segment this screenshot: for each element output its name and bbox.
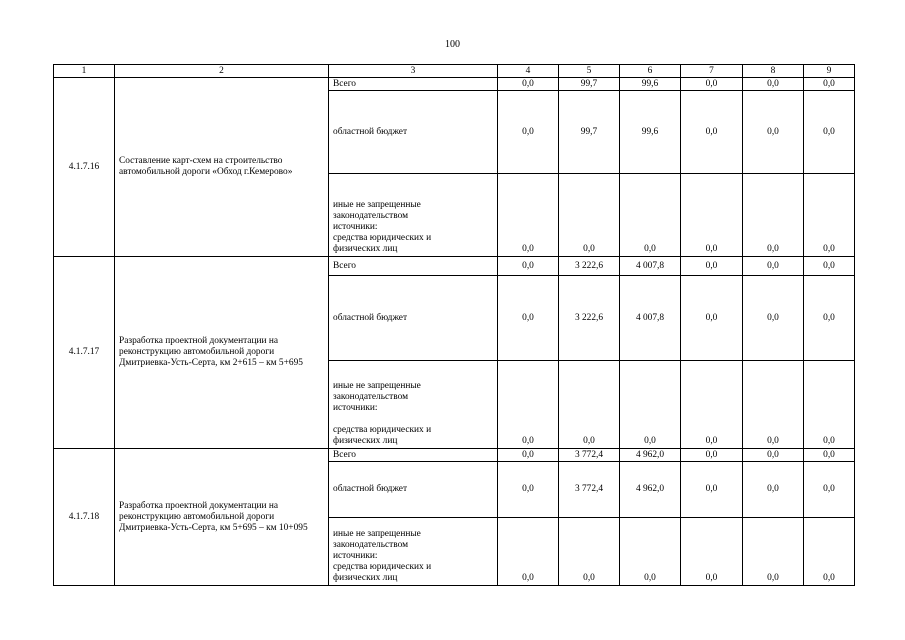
source-label-line: средства юридических и: [333, 562, 432, 572]
source-label-line: иные не запрещенные: [333, 529, 421, 539]
value-cell: 0,0: [804, 462, 855, 518]
column-number: 7: [681, 65, 743, 78]
value-cell: 0,0: [804, 78, 855, 91]
source-label: [329, 361, 498, 449]
value-cell: 0,0: [681, 78, 743, 91]
value-cell: 3 222,6: [559, 257, 620, 276]
item-name: Составление карт-схем на строительство автомобильной дороги «Обход г.Кемерово»: [115, 78, 329, 257]
column-number: 8: [743, 65, 804, 78]
source-label-line: иные не запрещенные: [333, 200, 421, 210]
value-cell: 0,0: [804, 91, 855, 174]
value-cell: 0,0: [498, 276, 559, 361]
column-number: 3: [329, 65, 498, 78]
value-cell: 0,0: [559, 361, 620, 449]
source-label-spacer: [333, 414, 493, 425]
source-label: Всего: [329, 449, 498, 462]
source-label-line: средства юридических и: [333, 425, 432, 435]
value-cell: 0,0: [804, 361, 855, 449]
value-cell: 0,0: [804, 257, 855, 276]
column-number: 4: [498, 65, 559, 78]
value-cell: 0,0: [498, 518, 559, 586]
value-cell: 0,0: [743, 462, 804, 518]
column-number: 2: [115, 65, 329, 78]
value-cell: 0,0: [681, 361, 743, 449]
value-cell: 0,0: [498, 449, 559, 462]
value-cell: 0,0: [498, 462, 559, 518]
source-label: Всего: [329, 257, 498, 276]
page-number: 100: [445, 39, 460, 50]
source-label-line: источники:: [333, 222, 378, 232]
value-cell: 0,0: [681, 518, 743, 586]
value-cell: 0,0: [620, 361, 681, 449]
source-label: областной бюджет: [329, 91, 498, 174]
value-cell: 0,0: [804, 174, 855, 257]
table-row: [54, 449, 855, 462]
value-cell: 0,0: [498, 174, 559, 257]
source-label-line: законодательством: [333, 540, 409, 550]
value-cell: 0,0: [743, 449, 804, 462]
item-code: 4.1.7.18: [54, 449, 115, 586]
source-label-line: законодательством: [333, 211, 409, 221]
value-cell: 0,0: [681, 276, 743, 361]
source-label-line: источники:: [333, 551, 378, 561]
table-row: [54, 78, 855, 91]
column-number: 6: [620, 65, 681, 78]
value-cell: 99,7: [559, 91, 620, 174]
value-cell: 99,6: [620, 91, 681, 174]
column-number: 1: [54, 65, 115, 78]
value-cell: 99,6: [620, 78, 681, 91]
source-label-line: иные не запрещенные: [333, 381, 421, 391]
value-cell: 0,0: [743, 276, 804, 361]
column-number-row: [54, 65, 855, 78]
value-cell: 0,0: [620, 174, 681, 257]
value-cell: 0,0: [743, 91, 804, 174]
source-label-line: законодательством: [333, 392, 409, 402]
value-cell: 0,0: [559, 518, 620, 586]
value-cell: 4 962,0: [620, 462, 681, 518]
value-cell: 4 007,8: [620, 276, 681, 361]
column-number: 9: [804, 65, 855, 78]
value-cell: 0,0: [681, 449, 743, 462]
budget-table: [53, 64, 855, 586]
value-cell: 99,7: [559, 78, 620, 91]
source-label-line: источники:: [333, 403, 378, 413]
source-label-line: физических лиц: [333, 244, 398, 254]
value-cell: 0,0: [681, 174, 743, 257]
value-cell: 3 772,4: [559, 462, 620, 518]
value-cell: 0,0: [804, 449, 855, 462]
source-label: [329, 518, 498, 586]
value-cell: 4 962,0: [620, 449, 681, 462]
value-cell: 0,0: [804, 276, 855, 361]
value-cell: 3 772,4: [559, 449, 620, 462]
value-cell: 0,0: [620, 518, 681, 586]
source-label: областной бюджет: [329, 276, 498, 361]
item-name: Разработка проектной документации на реконструкцию автомобильной дороги Дмитриевка-Усть-Серта, км 2+615 – км 5+695: [115, 257, 329, 449]
source-label: Всего: [329, 78, 498, 91]
value-cell: 0,0: [498, 91, 559, 174]
value-cell: 0,0: [681, 91, 743, 174]
value-cell: 0,0: [743, 257, 804, 276]
value-cell: 3 222,6: [559, 276, 620, 361]
source-label: [329, 174, 498, 257]
value-cell: 0,0: [498, 361, 559, 449]
value-cell: 0,0: [743, 78, 804, 91]
value-cell: 0,0: [681, 257, 743, 276]
value-cell: 0,0: [498, 78, 559, 91]
item-name: Разработка проектной документации на реконструкцию автомобильной дороги Дмитриевка-Усть-Серта, км 5+695 – км 10+095: [115, 449, 329, 586]
value-cell: 0,0: [804, 518, 855, 586]
source-label-line: физических лиц: [333, 436, 398, 446]
value-cell: 4 007,8: [620, 257, 681, 276]
value-cell: 0,0: [498, 257, 559, 276]
item-code: 4.1.7.16: [54, 78, 115, 257]
table-row: [54, 257, 855, 276]
source-label-line: физических лиц: [333, 573, 398, 583]
source-label-line: средства юридических и: [333, 233, 432, 243]
value-cell: 0,0: [743, 361, 804, 449]
value-cell: 0,0: [559, 174, 620, 257]
item-code: 4.1.7.17: [54, 257, 115, 449]
source-label: областной бюджет: [329, 462, 498, 518]
column-number: 5: [559, 65, 620, 78]
value-cell: 0,0: [743, 518, 804, 586]
value-cell: 0,0: [743, 174, 804, 257]
value-cell: 0,0: [681, 462, 743, 518]
